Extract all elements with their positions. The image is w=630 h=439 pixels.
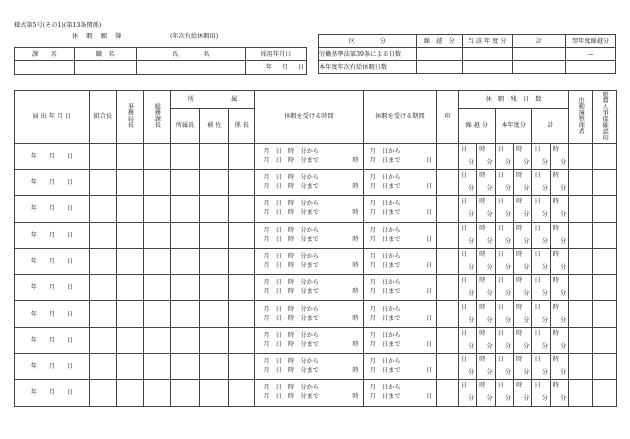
- attendance-clerk-seal[interactable]: [569, 196, 593, 222]
- leave-period-cell[interactable]: 月 日から 月 日まで 日: [363, 196, 437, 222]
- travel-hr-seal[interactable]: [593, 248, 617, 274]
- header-attendance-clerk: 出勤簿整理者: [569, 91, 593, 144]
- attendance-clerk-seal[interactable]: [569, 353, 593, 379]
- general-affairs-seal[interactable]: [143, 222, 170, 248]
- remaining-cell[interactable]: 日 分: [458, 275, 476, 301]
- secretary-general-seal[interactable]: [116, 353, 143, 379]
- name-value[interactable]: [136, 61, 246, 75]
- table-row: [15, 275, 617, 301]
- subsection-chief-seal[interactable]: [229, 380, 255, 406]
- leave-time-cell[interactable]: 月 日 時 分から 月 日 時 分まで 時: [255, 143, 363, 169]
- approval-seal[interactable]: [437, 222, 459, 248]
- general-affairs-seal[interactable]: [143, 196, 170, 222]
- header-category: 区 分: [319, 35, 417, 48]
- remaining-cell[interactable]: 時 分: [550, 301, 568, 327]
- attendance-clerk-seal[interactable]: [569, 380, 593, 406]
- remaining-cell[interactable]: 時 分: [514, 196, 532, 222]
- approval-seal[interactable]: [437, 353, 459, 379]
- leave-period-cell[interactable]: 月 日から 月 日まで 日: [363, 353, 437, 379]
- statutory-current[interactable]: [462, 48, 512, 61]
- attendance-clerk-seal[interactable]: [569, 301, 593, 327]
- remaining-cell[interactable]: 時 分: [514, 169, 532, 195]
- travel-hr-seal[interactable]: [593, 222, 617, 248]
- union-chief-seal[interactable]: [89, 248, 116, 274]
- header-secretary-general: 事務局長: [116, 91, 143, 144]
- annual-next: [566, 61, 616, 74]
- assistant-seal[interactable]: [200, 380, 229, 406]
- table-row: [15, 169, 617, 195]
- travel-hr-seal[interactable]: [593, 327, 617, 353]
- assistant-seal[interactable]: [200, 196, 229, 222]
- leave-time-cell[interactable]: 月 日 時 分から 月 日 時 分まで 時: [255, 222, 363, 248]
- general-affairs-seal[interactable]: [143, 327, 170, 353]
- subsection-chief-seal[interactable]: [229, 248, 255, 274]
- remaining-cell[interactable]: 時 分: [477, 353, 495, 379]
- remaining-cell[interactable]: 時 分: [477, 275, 495, 301]
- remaining-cell[interactable]: 日 分: [532, 301, 550, 327]
- remaining-cell[interactable]: 日 分: [532, 327, 550, 353]
- section-chief-seal[interactable]: [170, 380, 199, 406]
- travel-hr-seal[interactable]: [593, 143, 617, 169]
- leave-days-table: [318, 34, 616, 74]
- section-chief-seal[interactable]: [170, 143, 199, 169]
- remaining-cell[interactable]: 日 分: [532, 169, 550, 195]
- annual-current[interactable]: [462, 61, 512, 74]
- secretary-general-seal[interactable]: [116, 301, 143, 327]
- union-chief-seal[interactable]: [89, 143, 116, 169]
- remaining-cell[interactable]: 時 分: [477, 380, 495, 406]
- remaining-cell[interactable]: 時 分: [550, 196, 568, 222]
- row-label-statutory: 労働基準法第39条による日数: [319, 48, 417, 61]
- approval-seal[interactable]: [437, 301, 459, 327]
- table-row: [15, 353, 617, 379]
- header-union-chief: 組合長: [89, 91, 116, 144]
- header-travel-hr-seal: 旅費人事係確認印: [593, 91, 617, 144]
- leave-time-cell[interactable]: 月 日 時 分から 月 日 時 分まで 時: [255, 380, 363, 406]
- remaining-cell[interactable]: 時 分: [477, 248, 495, 274]
- submit-date-cell[interactable]: 年 月 日: [15, 248, 90, 274]
- section-chief-seal[interactable]: [170, 275, 199, 301]
- remaining-cell[interactable]: 日 分: [495, 380, 513, 406]
- header-assistant: 補 佐: [200, 108, 229, 143]
- remaining-cell[interactable]: 日 分: [532, 143, 550, 169]
- form-number: 様式第5号(その1)(第13条関係): [14, 22, 102, 29]
- header-carryover: 繰 越 分: [416, 35, 462, 48]
- remaining-cell[interactable]: 時 分: [514, 222, 532, 248]
- submit-date-cell[interactable]: 年 月 日: [15, 143, 90, 169]
- statutory-total[interactable]: [512, 48, 566, 61]
- remaining-cell[interactable]: 日 分: [458, 353, 476, 379]
- remaining-cell[interactable]: 日 分: [458, 327, 476, 353]
- header-general-affairs-chief: 総務課長: [143, 91, 170, 144]
- row-label-annual: 本年度年次有給休暇日数: [319, 61, 417, 74]
- assistant-seal[interactable]: [200, 301, 229, 327]
- union-chief-seal[interactable]: [89, 275, 116, 301]
- remaining-cell[interactable]: 時 分: [514, 353, 532, 379]
- remaining-cell[interactable]: 日 分: [495, 196, 513, 222]
- header-submit-date: 届 出 年 月 日: [15, 91, 90, 144]
- travel-hr-seal[interactable]: [593, 275, 617, 301]
- secretary-general-seal[interactable]: [116, 169, 143, 195]
- remaining-cell[interactable]: 時 分: [477, 301, 495, 327]
- subsection-chief-seal[interactable]: [229, 301, 255, 327]
- remaining-cell[interactable]: 時 分: [550, 327, 568, 353]
- remaining-cell[interactable]: 日 分: [495, 353, 513, 379]
- assistant-seal[interactable]: [200, 275, 229, 301]
- secretary-general-seal[interactable]: [116, 327, 143, 353]
- assistant-seal[interactable]: [200, 169, 229, 195]
- application-rows: [15, 143, 617, 406]
- approval-seal[interactable]: [437, 248, 459, 274]
- secretary-general-seal[interactable]: [116, 196, 143, 222]
- leave-time-cell[interactable]: 月 日 時 分から 月 日 時 分まで 時: [255, 301, 363, 327]
- remaining-cell[interactable]: 時 分: [514, 275, 532, 301]
- submit-date-cell[interactable]: 年 月 日: [15, 380, 90, 406]
- leave-time-cell[interactable]: 月 日 時 分から 月 日 時 分まで 時: [255, 248, 363, 274]
- annual-carryover[interactable]: [416, 61, 462, 74]
- section-chief-seal[interactable]: [170, 301, 199, 327]
- section-chief-seal[interactable]: [170, 353, 199, 379]
- remaining-cell[interactable]: 時 分: [550, 275, 568, 301]
- remaining-cell[interactable]: 日 分: [495, 143, 513, 169]
- approval-seal[interactable]: [437, 327, 459, 353]
- leave-time-cell[interactable]: 月 日 時 分から 月 日 時 分まで 時: [255, 196, 363, 222]
- remaining-cell[interactable]: 時 分: [550, 353, 568, 379]
- form-subtitle: (年次有給休暇用): [170, 33, 219, 40]
- header-leave-time: 休暇を受ける時間: [255, 91, 363, 144]
- department-value[interactable]: [15, 61, 75, 75]
- secretary-general-seal[interactable]: [116, 222, 143, 248]
- subsection-chief-seal[interactable]: [229, 169, 255, 195]
- general-affairs-seal[interactable]: [143, 380, 170, 406]
- general-affairs-seal[interactable]: [143, 275, 170, 301]
- submit-date-cell[interactable]: 年 月 日: [15, 196, 90, 222]
- union-chief-seal[interactable]: [89, 380, 116, 406]
- leave-period-cell[interactable]: 月 日から 月 日まで 日: [363, 275, 437, 301]
- attendance-clerk-seal[interactable]: [569, 143, 593, 169]
- remaining-cell[interactable]: 時 分: [477, 327, 495, 353]
- remaining-cell[interactable]: 時 分: [550, 169, 568, 195]
- table-row: [15, 248, 617, 274]
- remaining-cell[interactable]: 時 分: [514, 143, 532, 169]
- secretary-general-seal[interactable]: [116, 248, 143, 274]
- section-chief-seal[interactable]: [170, 222, 199, 248]
- remaining-cell[interactable]: 日 分: [458, 196, 476, 222]
- travel-hr-seal[interactable]: [593, 380, 617, 406]
- subsection-chief-seal[interactable]: [229, 196, 255, 222]
- position-value[interactable]: [74, 61, 136, 75]
- union-chief-seal[interactable]: [89, 169, 116, 195]
- remaining-cell[interactable]: 時 分: [477, 196, 495, 222]
- leave-period-cell[interactable]: 月 日から 月 日まで 日: [363, 169, 437, 195]
- general-affairs-seal[interactable]: [143, 143, 170, 169]
- travel-hr-seal[interactable]: [593, 301, 617, 327]
- travel-hr-seal[interactable]: [593, 169, 617, 195]
- remaining-cell[interactable]: 日 分: [458, 222, 476, 248]
- leave-time-cell[interactable]: 月 日 時 分から 月 日 時 分まで 時: [255, 169, 363, 195]
- leave-period-cell[interactable]: 月 日から 月 日まで 日: [363, 143, 437, 169]
- table-row: [15, 143, 617, 169]
- header-subsection-chief: 係 長: [229, 108, 255, 143]
- statutory-carryover[interactable]: [416, 48, 462, 61]
- header-position: 職 名: [74, 48, 136, 61]
- section-chief-seal[interactable]: [170, 169, 199, 195]
- remaining-cell[interactable]: 時 分: [514, 248, 532, 274]
- assistant-seal[interactable]: [200, 248, 229, 274]
- remaining-cell[interactable]: 日 分: [495, 248, 513, 274]
- remaining-cell[interactable]: 日 分: [532, 275, 550, 301]
- remaining-cell[interactable]: 時 分: [550, 143, 568, 169]
- assistant-seal[interactable]: [200, 327, 229, 353]
- remaining-cell[interactable]: 日 分: [458, 380, 476, 406]
- attendance-clerk-seal[interactable]: [569, 327, 593, 353]
- remaining-cell[interactable]: 時 分: [477, 222, 495, 248]
- leave-period-cell[interactable]: 月 日から 月 日まで 日: [363, 248, 437, 274]
- remaining-cell[interactable]: 日 分: [495, 327, 513, 353]
- leave-time-cell[interactable]: 月 日 時 分から 月 日 時 分まで 時: [255, 353, 363, 379]
- remaining-cell[interactable]: 日 分: [458, 143, 476, 169]
- attendance-clerk-seal[interactable]: [569, 222, 593, 248]
- header-remaining-days: 休 暇 残 日 数: [458, 91, 568, 109]
- remaining-cell[interactable]: 時 分: [477, 143, 495, 169]
- hire-day-unit: 日: [297, 64, 305, 71]
- assistant-seal[interactable]: [200, 222, 229, 248]
- remaining-cell[interactable]: 日 分: [532, 222, 550, 248]
- leave-period-cell[interactable]: 月 日から 月 日まで 日: [363, 327, 437, 353]
- statutory-next: ―: [566, 48, 616, 61]
- leave-period-cell[interactable]: 月 日から 月 日まで 日: [363, 222, 437, 248]
- header-current-year: 当 該 年 度 分: [462, 35, 512, 48]
- remaining-cell[interactable]: 日 分: [495, 222, 513, 248]
- subsection-chief-seal[interactable]: [229, 222, 255, 248]
- attendance-clerk-seal[interactable]: [569, 275, 593, 301]
- secretary-general-seal[interactable]: [116, 380, 143, 406]
- leave-time-cell[interactable]: 月 日 時 分から 月 日 時 分まで 時: [255, 275, 363, 301]
- remaining-cell[interactable]: 日 分: [458, 301, 476, 327]
- table-row: [15, 301, 617, 327]
- union-chief-seal[interactable]: [89, 196, 116, 222]
- header-leave-period: 休暇を受ける期間: [363, 91, 437, 144]
- subsection-chief-seal[interactable]: [229, 143, 255, 169]
- remaining-cell[interactable]: 日 分: [532, 248, 550, 274]
- section-chief-seal[interactable]: [170, 248, 199, 274]
- attendance-clerk-seal[interactable]: [569, 169, 593, 195]
- header-seal: 印: [437, 91, 459, 144]
- remaining-cell[interactable]: 時 分: [514, 380, 532, 406]
- header-hire-date: 採用年月日: [246, 48, 307, 61]
- section-chief-seal[interactable]: [170, 196, 199, 222]
- header-section-chief: 所属長: [170, 108, 199, 143]
- header-remaining-total: 計: [532, 108, 569, 143]
- union-chief-seal[interactable]: [89, 301, 116, 327]
- header-remaining-current: 本年度分: [495, 108, 532, 143]
- approval-seal[interactable]: [437, 143, 459, 169]
- secretary-general-seal[interactable]: [116, 143, 143, 169]
- submit-date-cell[interactable]: 年 月 日: [15, 353, 90, 379]
- table-row: [15, 222, 617, 248]
- leave-period-cell[interactable]: 月 日から 月 日まで 日: [363, 301, 437, 327]
- union-chief-seal[interactable]: [89, 327, 116, 353]
- remaining-cell[interactable]: 日 分: [495, 275, 513, 301]
- remaining-cell[interactable]: 日 分: [532, 196, 550, 222]
- remaining-cell[interactable]: 時 分: [550, 380, 568, 406]
- subsection-chief-seal[interactable]: [229, 327, 255, 353]
- approval-seal[interactable]: [437, 169, 459, 195]
- subsection-chief-seal[interactable]: [229, 353, 255, 379]
- union-chief-seal[interactable]: [89, 222, 116, 248]
- travel-hr-seal[interactable]: [593, 353, 617, 379]
- form-title: 休 暇 願 簿: [72, 33, 123, 40]
- table-row: [15, 380, 617, 406]
- submit-date-cell[interactable]: 年 月 日: [15, 327, 90, 353]
- table-row: [15, 196, 617, 222]
- remaining-cell[interactable]: 日 分: [458, 169, 476, 195]
- header-department: 課 名: [15, 48, 75, 61]
- remaining-cell[interactable]: 日 分: [532, 353, 550, 379]
- submit-date-cell[interactable]: 年 月 日: [15, 275, 90, 301]
- submit-date-cell[interactable]: 年 月 日: [15, 222, 90, 248]
- leave-application-table: [14, 90, 617, 407]
- travel-hr-seal[interactable]: [593, 196, 617, 222]
- table-row: [15, 327, 617, 353]
- general-affairs-seal[interactable]: [143, 353, 170, 379]
- header-name: 氏 名: [136, 48, 246, 61]
- attendance-clerk-seal[interactable]: [569, 248, 593, 274]
- applicant-info-table: [14, 47, 307, 75]
- hire-month-unit: 月: [281, 64, 288, 71]
- subsection-chief-seal[interactable]: [229, 275, 255, 301]
- approval-seal[interactable]: [437, 380, 459, 406]
- remaining-cell[interactable]: 時 分: [477, 169, 495, 195]
- hire-date-value[interactable]: [246, 61, 307, 75]
- remaining-cell[interactable]: 日 分: [458, 248, 476, 274]
- hire-year-unit: 年: [265, 64, 272, 71]
- remaining-cell[interactable]: 時 分: [550, 248, 568, 274]
- remaining-cell[interactable]: 時 分: [514, 301, 532, 327]
- remaining-cell[interactable]: 時 分: [514, 327, 532, 353]
- header-remaining-carryover: 繰 越 分: [458, 108, 495, 143]
- general-affairs-seal[interactable]: [143, 301, 170, 327]
- approval-seal[interactable]: [437, 196, 459, 222]
- union-chief-seal[interactable]: [89, 353, 116, 379]
- remaining-cell[interactable]: 日 分: [495, 169, 513, 195]
- remaining-cell[interactable]: 時 分: [550, 222, 568, 248]
- remaining-cell[interactable]: 日 分: [532, 380, 550, 406]
- remaining-cell[interactable]: 日 分: [495, 301, 513, 327]
- assistant-seal[interactable]: [200, 353, 229, 379]
- header-next-carryover: 翌年度繰越分: [566, 35, 616, 48]
- approval-seal[interactable]: [437, 275, 459, 301]
- leave-period-cell[interactable]: 月 日から 月 日まで 日: [363, 380, 437, 406]
- section-chief-seal[interactable]: [170, 327, 199, 353]
- leave-time-cell[interactable]: 月 日 時 分から 月 日 時 分まで 時: [255, 327, 363, 353]
- submit-date-cell[interactable]: 年 月 日: [15, 301, 90, 327]
- secretary-general-seal[interactable]: [116, 275, 143, 301]
- assistant-seal[interactable]: [200, 143, 229, 169]
- general-affairs-seal[interactable]: [143, 248, 170, 274]
- submit-date-cell[interactable]: 年 月 日: [15, 169, 90, 195]
- annual-total[interactable]: [512, 61, 566, 74]
- header-total: 計: [512, 35, 566, 48]
- header-affiliation: 所 属: [170, 91, 254, 109]
- general-affairs-seal[interactable]: [143, 169, 170, 195]
